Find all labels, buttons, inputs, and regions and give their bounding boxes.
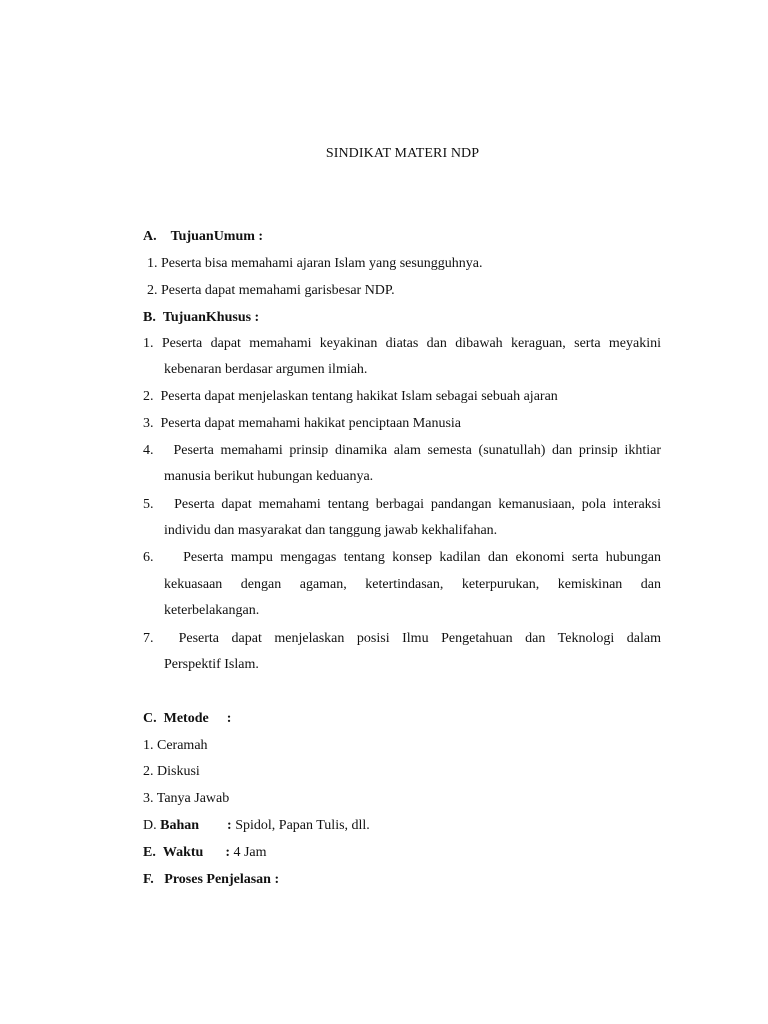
section-b-item-1-cont: kebenaran berdasar argumen ilmiah. [164,362,368,377]
section-c-colon: : [226,711,232,726]
section-c-item-2: 2. Diskusi [143,764,200,779]
item-number: 1. [143,336,154,351]
section-c-letter: C. [143,711,157,726]
section-e-value: 4 Jam [233,845,267,860]
item-number: 4. [143,443,154,458]
section-b-item-7-cont: Perspektif Islam. [164,657,259,672]
item-number: 3. [143,416,154,431]
item-text: Peserta mampu mengagas tentang konsep kadilan dan ekonomi serta hubungan [183,550,661,565]
item-text: Peserta dapat menjelaskan posisi Ilmu Pengetahuan dan Teknologi dalam [178,631,661,646]
section-a-letter: A. [143,229,157,244]
item-number: 6. [143,550,154,565]
section-f-title: Proses Penjelasan : [164,872,280,887]
section-b-heading [143,309,661,327]
section-b-item-6-cont-1: kekuasaan dengan agaman, ketertindasan, keterpurukan, kemiskinan dan [164,577,661,592]
section-d-colon: : [227,818,232,833]
item-text: Peserta dapat menjelaskan tentang hakikat Islam sebagai sebuah ajaran [160,389,558,404]
section-f-letter: F. [143,872,154,887]
item-text: Peserta memahami prinsip dinamika alam semesta (sunatullah) dan prinsip ikhtiar [173,443,662,458]
section-d-title: Bahan [160,818,200,833]
item-number: 2. [143,389,154,404]
section-b-item-2 [143,388,661,406]
item-number: 7. [143,631,154,646]
document-title: SINDIKAT MATERI NDP [325,146,480,161]
section-e-title: Waktu [162,845,204,860]
section-b-item-5 [143,496,661,514]
section-b-item-7 [143,630,661,648]
item-text: Peserta dapat memahami hakikat penciptaan Manusia [160,416,462,431]
section-b-item-5-cont: individu dan masyarakat dan tanggung jawab kekhalifahan. [164,523,498,538]
section-d-value: Spidol, Papan Tulis, dll. [235,818,370,833]
section-d-line [143,817,661,835]
item-number: 5. [143,497,154,512]
section-a-title: TujuanUmum : [170,229,264,244]
section-b-item-1 [143,335,661,353]
section-e-colon: : [225,845,230,860]
section-b-item-4-cont: manusia berikut hubungan keduanya. [164,469,374,484]
section-b-item-6-cont-2: keterbelakangan. [164,603,260,618]
section-f-heading [143,871,661,889]
section-e-line [143,844,661,862]
section-c-item-1: 1. Ceramah [143,738,208,753]
section-a-heading [143,228,661,246]
section-b-title: TujuanKhusus : [162,310,260,325]
section-b-letter: B. [143,310,156,325]
item-text: Peserta dapat memahami keyakinan diatas dan dibawah keraguan, serta meyakini [161,336,661,351]
section-a-item-2: 2. Peserta dapat memahami garisbesar NDP. [147,283,395,298]
section-c-heading [143,710,661,728]
section-c-item-3: 3. Tanya Jawab [143,791,230,806]
item-text: Peserta dapat memahami tentang berbagai pandangan kemanusiaan, pola interaksi [174,497,661,512]
section-c-title: Metode [163,711,209,726]
section-d-letter: D. [143,818,157,833]
section-b-item-4 [143,442,661,460]
section-a-item-1: 1. Peserta bisa memahami ajaran Islam yang sesungguhnya. [147,256,483,271]
section-e-letter: E. [143,845,156,860]
section-b-item-6 [143,549,661,567]
section-b-item-3 [143,415,661,433]
